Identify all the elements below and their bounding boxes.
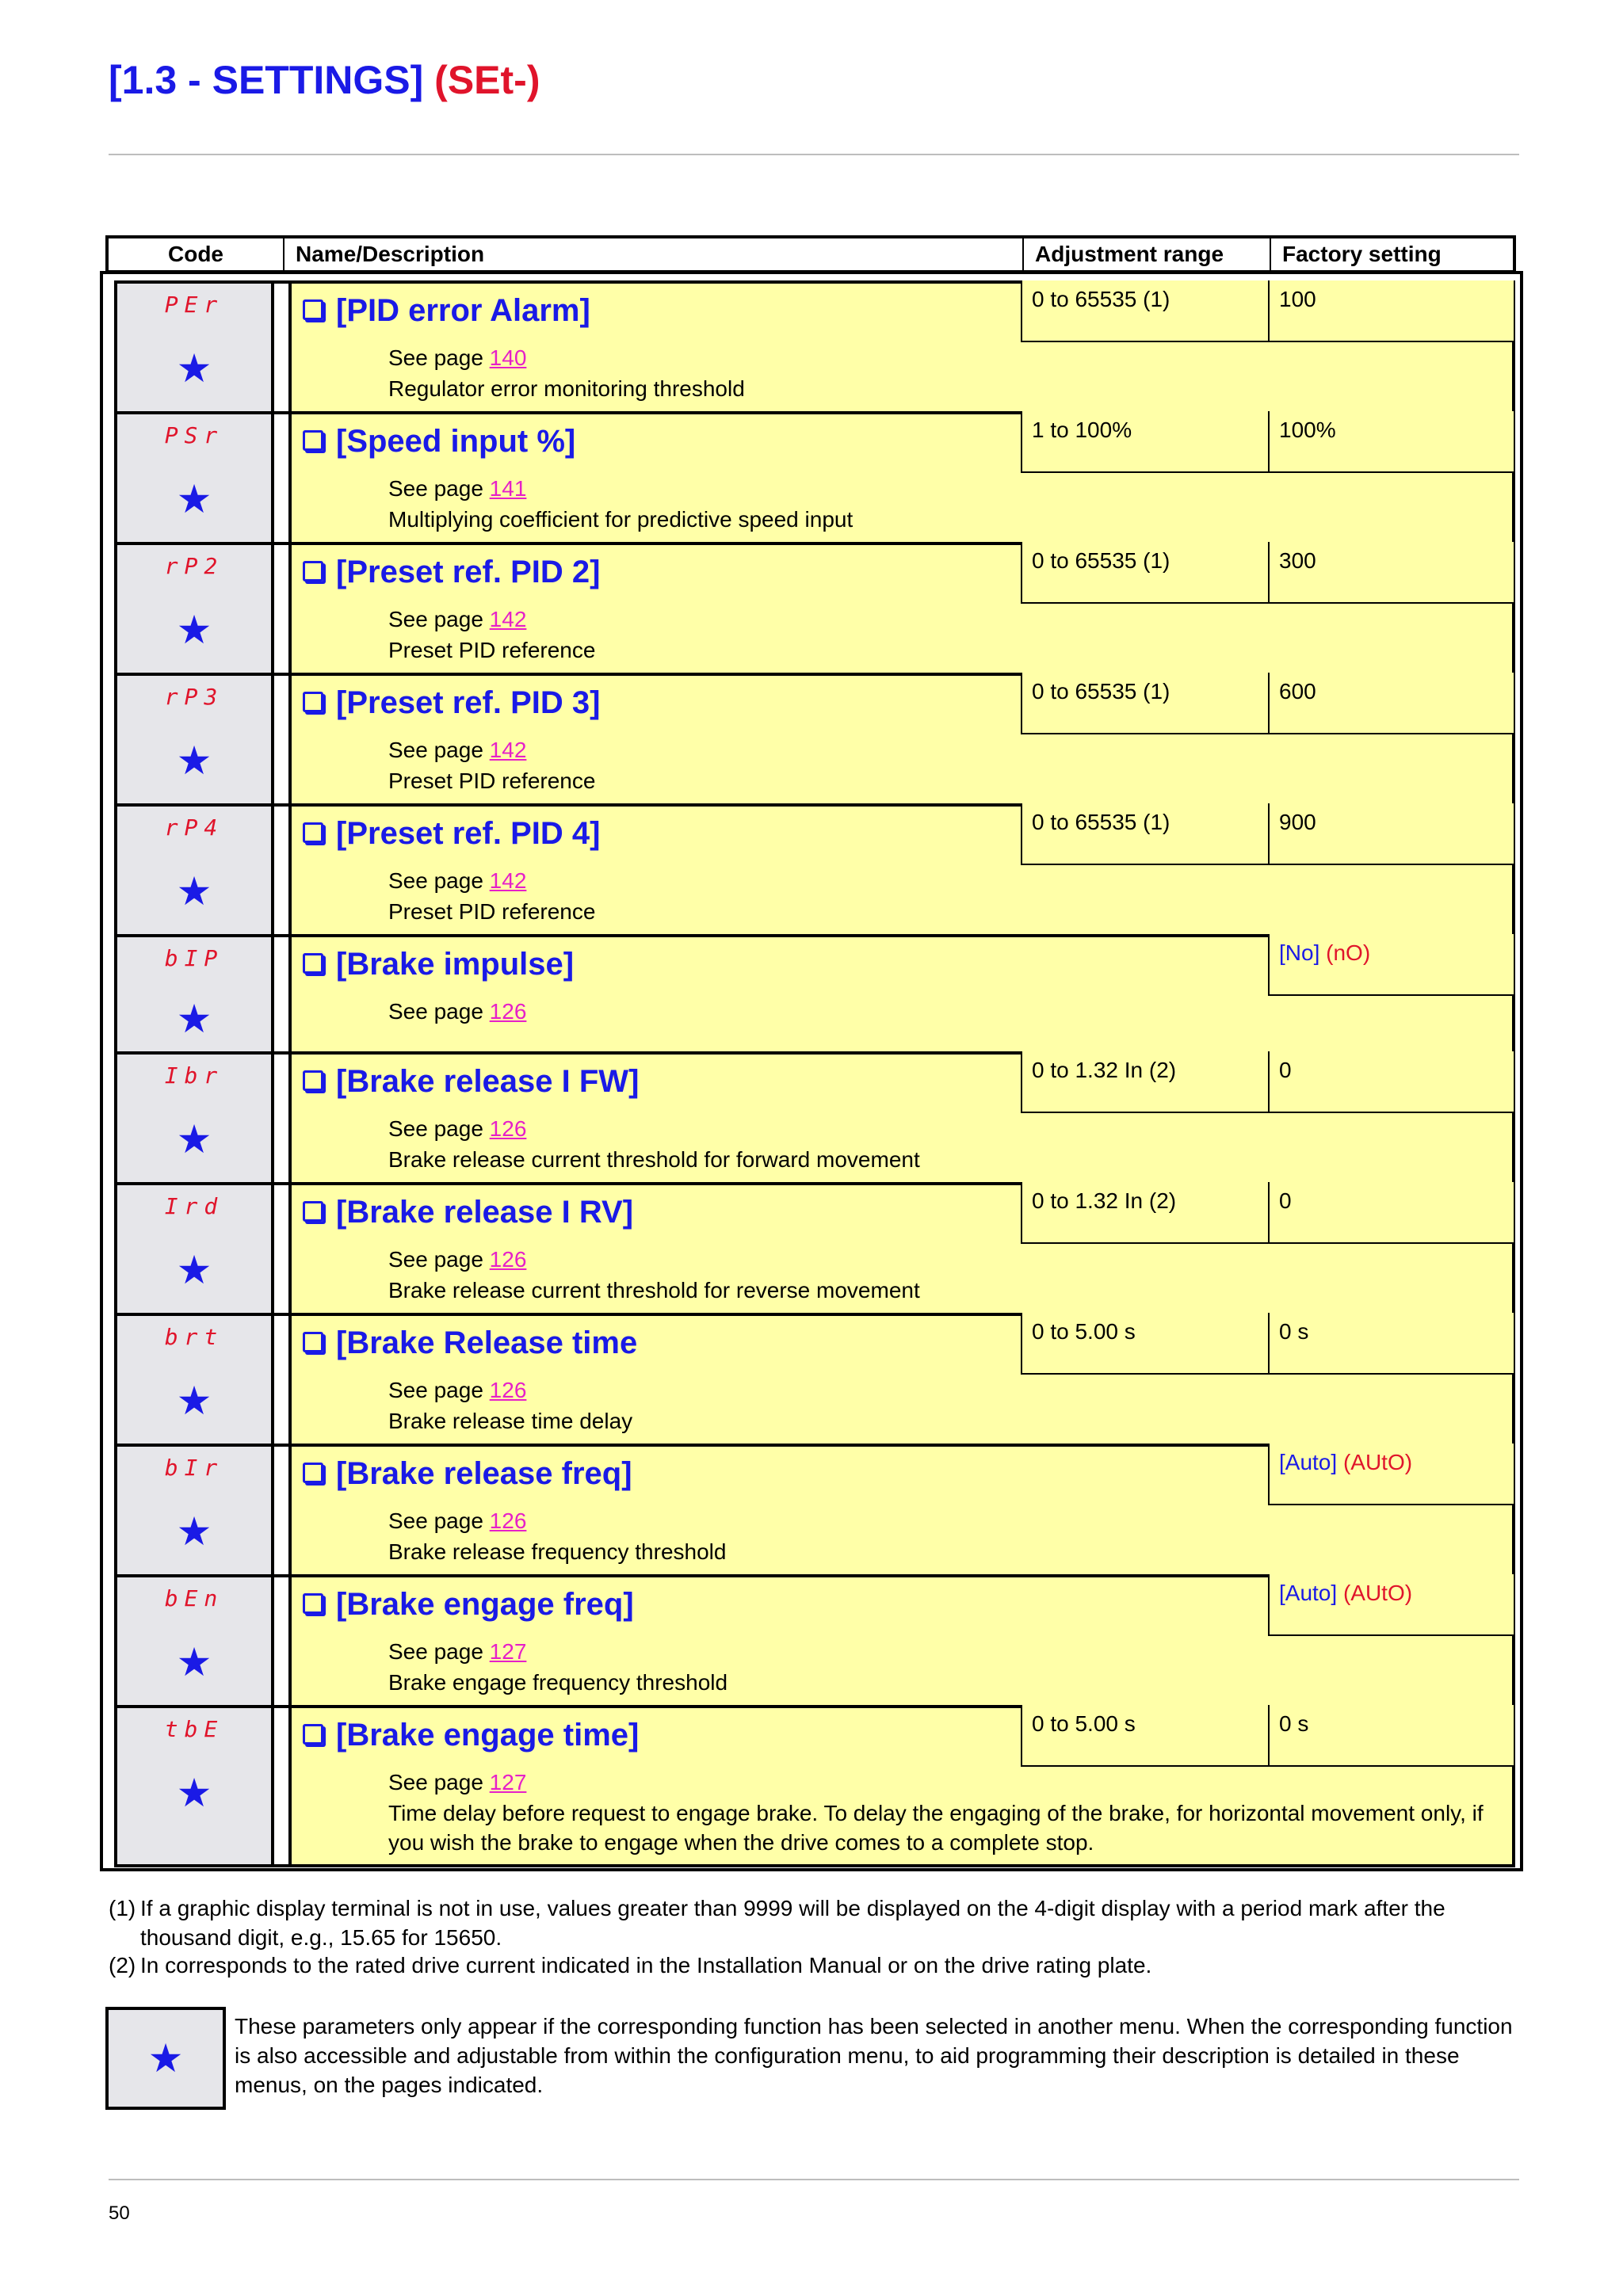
parameter-name-text: [PID error Alarm]	[336, 293, 590, 328]
star-icon: ★	[176, 1509, 212, 1554]
footnote-text: In corresponds to the rated drive current indicated in the Installation Manual or on the drive rating plate.	[140, 1953, 1152, 1978]
see-page	[388, 1116, 526, 1142]
table-row	[114, 411, 1515, 545]
parameter-code: PEr	[164, 292, 224, 318]
description-cell	[288, 1182, 1515, 1316]
cell-separator	[274, 1574, 288, 1708]
page-link[interactable]: 126	[489, 1508, 527, 1533]
factory-setting: 0 s	[1268, 1705, 1515, 1767]
code-cell	[114, 1444, 274, 1577]
cell-separator	[274, 1182, 288, 1316]
parameter-description: Brake release current threshold for forward movement	[388, 1147, 920, 1172]
description-cell	[288, 803, 1515, 937]
parameter-name	[303, 816, 600, 852]
cell-separator	[274, 1313, 288, 1447]
star-icon: ★	[176, 346, 212, 391]
page-link[interactable]: 140	[489, 345, 527, 370]
factory-setting	[1268, 1574, 1515, 1636]
parameter-code: Ibr	[164, 1062, 224, 1089]
table-row	[114, 1051, 1515, 1185]
cell-separator	[274, 411, 288, 545]
code-cell	[114, 1574, 274, 1708]
factory-setting: 100	[1268, 280, 1515, 342]
table-row	[114, 934, 1515, 1055]
page-link[interactable]: 126	[489, 999, 527, 1024]
checkbox-icon	[303, 561, 323, 582]
parameter-description: Multiplying coefficient for predictive speed input	[388, 507, 854, 532]
see-page	[388, 607, 526, 632]
checkbox-icon	[303, 1070, 323, 1091]
star-icon: ★	[176, 608, 212, 652]
adjustment-range: 0 to 5.00 s	[1021, 1313, 1271, 1375]
factory-setting	[1268, 1444, 1515, 1505]
parameter-name-text: [Brake Release time	[336, 1325, 638, 1360]
description-cell	[288, 673, 1515, 807]
code-cell	[114, 411, 274, 545]
factory-setting-label: [Auto]	[1279, 1581, 1338, 1605]
code-cell	[114, 280, 274, 414]
parameter-code: PSr	[164, 422, 224, 448]
parameter-name	[303, 1325, 637, 1361]
code-cell	[114, 934, 274, 1055]
factory-setting	[1268, 934, 1515, 996]
see-page-prefix: See page	[388, 476, 483, 501]
parameter-description: Time delay before request to engage brake. To delay the engaging of the brake, for horizontal movement only, if you wish the brake to engage when the drive comes to a complete stop.	[388, 1801, 1484, 1855]
column-header-factory: Factory setting	[1282, 242, 1442, 266]
factory-setting-code: (AUtO)	[1342, 1450, 1413, 1474]
factory-setting-label: [No]	[1279, 940, 1320, 965]
column-header-code: Code	[109, 238, 285, 270]
factory-setting: 0	[1268, 1051, 1515, 1113]
see-page-prefix: See page	[388, 607, 483, 631]
cell-separator	[274, 1444, 288, 1577]
cell-separator	[274, 1051, 288, 1185]
parameter-name	[303, 555, 600, 590]
parameter-name	[303, 1718, 639, 1753]
factory-setting-label: [Auto]	[1279, 1450, 1338, 1474]
page-link[interactable]: 126	[489, 1378, 527, 1402]
page-link[interactable]: 126	[489, 1116, 527, 1141]
parameter-name-text: [Brake engage freq]	[336, 1587, 634, 1622]
star-icon: ★	[176, 1117, 212, 1161]
footnote-text: If a graphic display terminal is not in use, values greater than 9999 will be displayed on the 4-digit display with a period mark after the thousand digit, e.g., 15.65 for 15650.	[140, 1896, 1445, 1950]
adjustment-range: 0 to 65535 (1)	[1021, 673, 1271, 734]
parameter-code: rP2	[164, 553, 224, 579]
parameter-name	[303, 947, 574, 982]
see-page-prefix: See page	[388, 1247, 483, 1272]
table-row	[114, 280, 1515, 414]
parameter-code: rP4	[164, 814, 224, 841]
settings-table	[100, 271, 1523, 1871]
checkbox-icon	[303, 430, 323, 451]
checkbox-icon	[303, 1593, 323, 1614]
checkbox-icon	[303, 299, 323, 320]
adjustment-range	[1021, 1574, 1271, 1636]
code-cell	[114, 542, 274, 676]
parameter-description: Regulator error monitoring threshold	[388, 376, 745, 401]
parameter-description: Preset PID reference	[388, 899, 596, 924]
factory-setting-code: (nO)	[1326, 940, 1371, 965]
parameter-name-text: [Brake release I FW]	[336, 1064, 640, 1099]
description-cell	[288, 1705, 1515, 1867]
parameter-code: Ird	[164, 1193, 224, 1219]
page-title-code: (SEt-)	[434, 58, 540, 102]
checkbox-icon	[303, 692, 323, 712]
description-cell	[288, 280, 1515, 414]
see-page	[388, 868, 526, 894]
parameter-description: Preset PID reference	[388, 638, 596, 662]
parameter-code: brt	[164, 1324, 224, 1350]
cell-separator	[274, 803, 288, 937]
page-title	[109, 57, 540, 103]
parameter-code: bIr	[164, 1455, 224, 1481]
see-page-prefix: See page	[388, 738, 483, 762]
adjustment-range: 0 to 1.32 In (2)	[1021, 1051, 1271, 1113]
checkbox-icon	[303, 953, 323, 974]
page-link[interactable]: 142	[489, 607, 527, 631]
parameter-description: Brake release current threshold for reverse movement	[388, 1278, 920, 1302]
checkbox-icon	[303, 1332, 323, 1352]
factory-setting: 600	[1268, 673, 1515, 734]
factory-setting: 900	[1268, 803, 1515, 865]
table-row	[114, 542, 1515, 676]
see-page-prefix: See page	[388, 1770, 483, 1794]
see-page	[388, 1508, 526, 1534]
see-page-prefix: See page	[388, 999, 483, 1024]
parameter-name	[303, 293, 590, 329]
table-row	[114, 1313, 1515, 1447]
table-row	[114, 1444, 1515, 1577]
see-page-prefix: See page	[388, 1116, 483, 1141]
see-page	[388, 999, 526, 1024]
legend-box	[105, 2007, 226, 2110]
checkbox-icon	[303, 1201, 323, 1222]
parameter-code: rP3	[164, 684, 224, 710]
parameter-name	[303, 1587, 634, 1623]
description-cell	[288, 1574, 1515, 1708]
parameter-description: Brake engage frequency threshold	[388, 1670, 728, 1695]
star-icon: ★	[176, 997, 212, 1041]
cell-separator	[274, 542, 288, 676]
star-icon: ★	[176, 1248, 212, 1292]
parameter-code: bIP	[164, 945, 224, 971]
parameter-description: Brake release time delay	[388, 1409, 633, 1433]
column-header-name: Name/Description	[285, 238, 1024, 270]
table-row	[114, 673, 1515, 807]
parameter-code: bEn	[164, 1585, 224, 1611]
star-icon: ★	[176, 1379, 212, 1423]
page-link[interactable]: 142	[489, 868, 527, 893]
parameter-description: Preset PID reference	[388, 769, 596, 793]
description-cell	[288, 1444, 1515, 1577]
star-icon: ★	[176, 477, 212, 521]
parameter-name	[303, 1195, 633, 1230]
parameter-name-text: [Preset ref. PID 4]	[336, 816, 601, 851]
adjustment-range: 0 to 65535 (1)	[1021, 542, 1271, 604]
parameter-name-text: [Speed input %]	[336, 424, 576, 459]
parameter-name-text: [Brake impulse]	[336, 947, 575, 982]
see-page-prefix: See page	[388, 1508, 483, 1533]
code-cell	[114, 1705, 274, 1867]
parameter-name	[303, 685, 600, 721]
page-link[interactable]: 127	[489, 1770, 527, 1794]
code-cell	[114, 1313, 274, 1447]
factory-setting: 0 s	[1268, 1313, 1515, 1375]
page-link[interactable]: 127	[489, 1639, 527, 1664]
star-icon: ★	[176, 1640, 212, 1684]
see-page	[388, 1247, 526, 1272]
see-page-prefix: See page	[388, 1639, 483, 1664]
description-cell	[288, 1313, 1515, 1447]
page-link[interactable]: 142	[489, 738, 527, 762]
cell-separator	[274, 934, 288, 1055]
table-row	[114, 1574, 1515, 1708]
footnote-1	[109, 1894, 1519, 1952]
description-cell	[288, 542, 1515, 676]
parameter-description: Brake release frequency threshold	[388, 1539, 727, 1564]
adjustment-range: 0 to 1.32 In (2)	[1021, 1182, 1271, 1244]
table-header	[105, 235, 1516, 272]
page-title-text: [1.3 - SETTINGS]	[109, 58, 424, 102]
parameter-name-text: [Brake engage time]	[336, 1718, 640, 1753]
parameter-name-text: [Brake release I RV]	[336, 1195, 634, 1230]
see-page-prefix: See page	[388, 868, 483, 893]
see-page-prefix: See page	[388, 1378, 483, 1402]
star-icon: ★	[176, 1771, 212, 1815]
checkbox-icon	[303, 822, 323, 843]
table-row	[114, 1182, 1515, 1316]
page-link[interactable]: 126	[489, 1247, 527, 1272]
parameter-name	[303, 1064, 639, 1100]
see-page	[388, 1770, 526, 1795]
factory-setting: 300	[1268, 542, 1515, 604]
see-page	[388, 476, 526, 502]
footer-divider	[109, 2179, 1519, 2180]
parameter-name	[303, 1456, 632, 1492]
page-number: 50	[109, 2203, 130, 2224]
adjustment-range: 0 to 65535 (1)	[1021, 803, 1271, 865]
parameter-name	[303, 424, 575, 460]
see-page	[388, 738, 526, 763]
adjustment-range	[1021, 1444, 1271, 1505]
star-icon: ★	[176, 738, 212, 783]
adjustment-range	[1021, 934, 1271, 996]
star-icon: ★	[147, 2036, 184, 2081]
footnote-number: (1)	[109, 1896, 136, 1920]
column-header-range: Adjustment range	[1024, 238, 1271, 270]
factory-setting: 100%	[1268, 411, 1515, 473]
cell-separator	[274, 673, 288, 807]
table-row	[114, 1705, 1515, 1867]
adjustment-range: 1 to 100%	[1021, 411, 1271, 473]
adjustment-range: 0 to 5.00 s	[1021, 1705, 1271, 1767]
parameter-name-text: [Brake release freq]	[336, 1456, 632, 1491]
code-cell	[114, 1182, 274, 1316]
see-page	[388, 1378, 526, 1403]
see-page-prefix: See page	[388, 345, 483, 370]
checkbox-icon	[303, 1724, 323, 1745]
description-cell	[288, 1051, 1515, 1185]
code-cell	[114, 673, 274, 807]
code-cell	[114, 1051, 274, 1185]
parameter-name-text: [Preset ref. PID 2]	[336, 555, 601, 589]
see-page	[388, 1639, 526, 1665]
cell-separator	[274, 280, 288, 414]
parameter-name-text: [Preset ref. PID 3]	[336, 685, 601, 720]
header-divider	[109, 154, 1519, 155]
cell-separator	[274, 1705, 288, 1867]
factory-setting: 0	[1268, 1182, 1515, 1244]
star-icon: ★	[176, 869, 212, 913]
see-page	[388, 345, 526, 371]
table-row	[114, 803, 1515, 937]
adjustment-range: 0 to 65535 (1)	[1021, 280, 1271, 342]
legend-text: These parameters only appear if the corresponding function has been selected in another menu. When the corresponding function is also accessible and adjustable from within the configuration menu, to aid programming their description is detailed in these menus, on the pages indicated.	[235, 2014, 1513, 2097]
description-cell	[288, 411, 1515, 545]
page-link[interactable]: 141	[489, 476, 527, 501]
footnote-2	[109, 1951, 1519, 1980]
checkbox-icon	[303, 1463, 323, 1483]
parameter-code: tbE	[164, 1716, 224, 1742]
description-cell	[288, 934, 1515, 1055]
footnote-number: (2)	[109, 1953, 136, 1978]
factory-setting-code: (AUtO)	[1342, 1581, 1413, 1605]
code-cell	[114, 803, 274, 937]
